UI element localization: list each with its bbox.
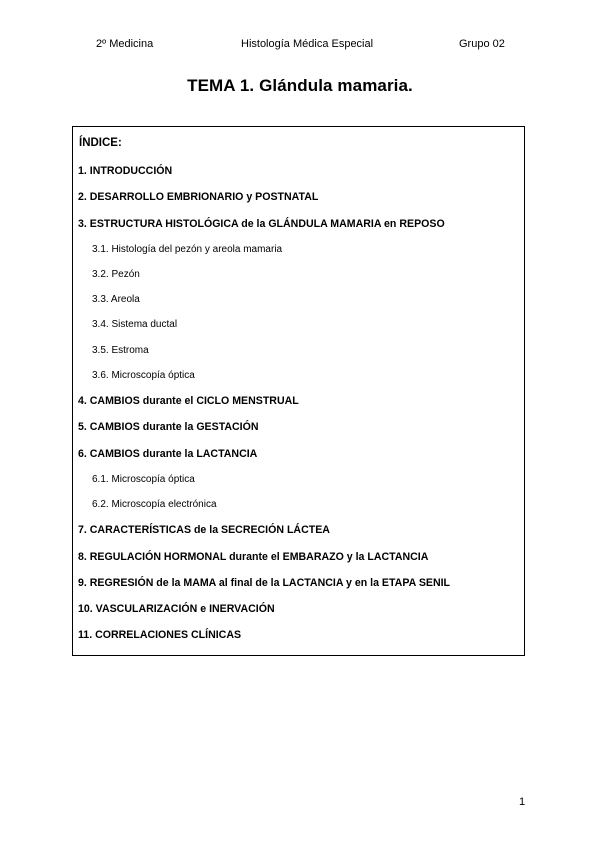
toc-section-item: 8. REGULACIÓN HORMONAL durante el EMBARAZO y la LACTANCIA <box>78 550 429 563</box>
header-course: 2º Medicina <box>96 38 154 50</box>
toc-section-item: 7. CARACTERÍSTICAS de la SECRECIÓN LÁCTEA <box>78 524 330 537</box>
toc-list <box>73 164 524 655</box>
toc-subsection-item: 3.2. Pezón <box>92 269 140 281</box>
table-of-contents <box>72 126 525 656</box>
toc-subsection-item: 3.4. Sistema ductal <box>92 319 178 331</box>
toc-section-item: 1. INTRODUCCIÓN <box>78 165 173 177</box>
toc-subsection-item: 6.2. Microscopía electrónica <box>92 499 217 511</box>
toc-section-item: 6. CAMBIOS durante la LACTANCIA <box>78 447 258 460</box>
toc-section-item: 2. DESARROLLO EMBRIONARIO y POSTNATAL <box>78 191 319 204</box>
toc-section-item: 3. ESTRUCTURA HISTOLÓGICA de la GLÁNDULA MAMARIA en REPOSO <box>78 217 445 230</box>
toc-heading: ÍNDICE: <box>79 137 122 149</box>
toc-subsection-item: 3.5. Estroma <box>92 344 149 356</box>
toc-subsection-item: 3.3. Areola <box>92 294 140 306</box>
document-title: TEMA 1. Glándula mamaria. <box>187 76 413 95</box>
toc-section-item: 5. CAMBIOS durante la GESTACIÓN <box>78 421 259 434</box>
toc-section-item: 10. VASCULARIZACIÓN e INERVACIÓN <box>78 603 275 616</box>
toc-section-item: 11. CORRELACIONES CLÍNICAS <box>78 629 242 642</box>
toc-section-item: 4. CAMBIOS durante el CICLO MENSTRUAL <box>78 395 299 408</box>
page-header <box>0 38 600 54</box>
toc-subsection-item: 6.1. Microscopía óptica <box>92 473 195 485</box>
header-subject: Histología Médica Especial <box>241 38 374 50</box>
header-group: Grupo 02 <box>459 38 505 50</box>
toc-section-item: 9. REGRESIÓN de la MAMA al final de la LACTANCIA y en la ETAPA SENIL <box>78 576 451 589</box>
toc-subsection-item: 3.1. Histología del pezón y areola mamaria <box>92 243 283 255</box>
toc-subsection-item: 3.6. Microscopía óptica <box>92 369 195 381</box>
page-number: 1 <box>519 796 526 808</box>
